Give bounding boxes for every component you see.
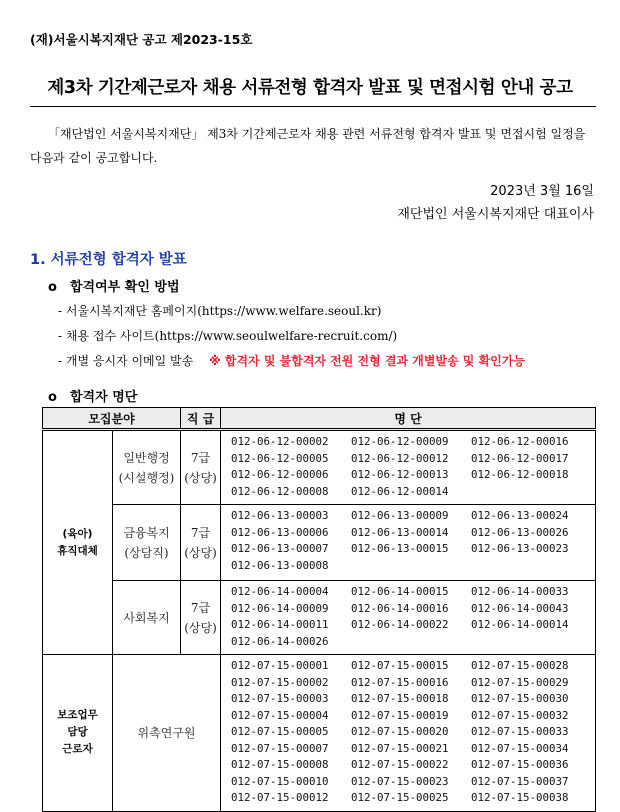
applicant-id: 012-06-14-00015 — [351, 585, 449, 598]
category-text: (육아) — [62, 527, 93, 540]
recruit-site-link[interactable]: - 채용 접수 사이트(https://www.seoulwelfare-recruit.com/) — [58, 329, 398, 343]
applicant-id: 012-07-15-00028 — [471, 659, 569, 672]
applicant-id: 012-07-15-00034 — [471, 741, 569, 755]
applicant-id: 012-06-13-00009 — [351, 509, 449, 522]
applicant-id: 012-07-15-00029 — [471, 675, 569, 689]
applicant-id: 012-06-14-00014 — [471, 618, 569, 631]
grade-text: 7급 — [190, 525, 211, 540]
applicant-id: 012-07-15-00002 — [231, 675, 329, 689]
job-text: 금융복지 — [123, 525, 170, 540]
applicant-id: 012-06-13-00023 — [471, 542, 569, 555]
ids-cell — [221, 505, 596, 581]
grade-cell — [181, 581, 221, 655]
applicant-id: 012-07-15-00012 — [231, 791, 329, 804]
grade-text: (상당) — [184, 620, 217, 635]
job-cell — [113, 430, 181, 505]
grade-cell — [181, 505, 221, 581]
job-cell — [113, 655, 221, 812]
intro-paragraph: 「재단법인 서울시복지재단」 제3차 기간제근로자 채용 관련 서류전형 합격자 발표 및 면접시험 일정을 다음과 같이 공고합니다. — [30, 127, 586, 165]
applicant-id: 012-07-15-00025 — [351, 791, 449, 804]
applicant-id: 012-07-15-00020 — [351, 725, 449, 738]
ids-cell — [221, 430, 596, 505]
applicant-id: 012-07-15-00001 — [231, 659, 329, 672]
category-text: 보조업무 — [57, 709, 98, 722]
applicant-id: 012-07-15-00004 — [231, 708, 329, 722]
applicant-id: 012-06-12-00016 — [471, 435, 569, 448]
applicant-id: 012-06-13-00003 — [231, 509, 329, 522]
email-notice-text: - 개별 응시자 이메일 발송 — [58, 354, 194, 368]
col-header-field: 모집분야 — [43, 408, 181, 430]
grade-text: (상당) — [184, 545, 217, 560]
applicant-id: 012-06-12-00012 — [351, 451, 449, 465]
list-title: 합격자 명단 — [70, 390, 138, 405]
section-heading: 1. 서류전형 합격자 발표 — [30, 252, 187, 268]
applicant-id: 012-07-15-00038 — [471, 791, 569, 804]
check-method-heading — [48, 276, 180, 295]
job-text: 사회복지 — [123, 610, 170, 625]
applicant-id: 012-06-12-00002 — [231, 435, 329, 448]
category-cell — [43, 655, 113, 812]
applicant-id: 012-06-12-00009 — [351, 435, 449, 448]
applicant-id: 012-07-15-00010 — [231, 774, 329, 788]
issuing-organization: 재단법인 서울시복지재단 대표이사 — [397, 207, 594, 222]
applicant-id: 012-06-14-00011 — [231, 618, 329, 631]
category-text: 휴직대체 — [57, 544, 98, 557]
applicant-id: 012-06-12-00008 — [231, 484, 329, 498]
applicant-id: 012-06-14-00004 — [231, 585, 329, 598]
announcement-date: 2023년 3월 16일 — [490, 184, 594, 199]
homepage-link[interactable]: - 서울시복지재단 홈페이지(https://www.welfare.seoul.kr) — [58, 304, 382, 318]
applicant-id: 012-07-15-00008 — [231, 758, 329, 771]
applicant-id: 012-06-13-00015 — [351, 542, 449, 555]
applicant-id: 012-06-14-00016 — [351, 601, 449, 615]
applicant-id: 012-06-13-00007 — [231, 542, 329, 555]
applicant-id: 012-06-14-00022 — [351, 618, 449, 631]
table-row — [43, 430, 596, 505]
job-cell — [113, 505, 181, 581]
circle-bullet-icon: o — [48, 390, 57, 405]
applicant-id: 012-07-15-00033 — [471, 725, 569, 738]
job-text: (상담직) — [124, 545, 169, 560]
job-cell — [113, 581, 181, 655]
grade-text: 7급 — [190, 600, 211, 615]
applicant-id: 012-06-14-00043 — [471, 601, 569, 615]
applicant-id: 012-06-12-00006 — [231, 468, 329, 481]
col-header-list: 명 단 — [221, 408, 596, 430]
applicant-id: 012-07-15-00016 — [351, 675, 449, 689]
table-row — [43, 581, 596, 655]
email-notice — [58, 352, 525, 369]
applicant-id: 012-06-12-00005 — [231, 451, 329, 465]
job-text: 일반행정 — [123, 450, 170, 465]
check-method-title: 합격여부 확인 방법 — [70, 280, 180, 295]
applicant-id: 012-06-13-00014 — [351, 525, 449, 539]
applicant-id: 012-06-12-00018 — [471, 468, 569, 481]
job-text: (시설행정) — [118, 470, 175, 485]
applicant-id: 012-06-14-00026 — [231, 634, 329, 648]
col-header-grade: 직 급 — [181, 408, 221, 430]
table-header-row — [43, 408, 596, 430]
applicant-id: 012-07-15-00037 — [471, 774, 569, 788]
applicant-id: 012-07-15-00005 — [231, 725, 329, 738]
category-text: 근로자 — [62, 743, 93, 756]
grade-text: (상당) — [184, 470, 217, 485]
applicant-id: 012-06-12-00013 — [351, 468, 449, 481]
page-title: 제3차 기간제근로자 채용 서류전형 합격자 발표 및 면접시험 안내 공고 — [47, 78, 573, 98]
applicant-id: 012-07-15-00036 — [471, 758, 569, 771]
applicant-id: 012-06-12-00014 — [351, 484, 449, 498]
applicant-id: 012-06-14-00009 — [231, 601, 329, 615]
applicant-id: 012-07-15-00032 — [471, 708, 569, 722]
applicant-id: 012-07-15-00023 — [351, 774, 449, 788]
title-divider — [30, 106, 596, 107]
category-text: 담당 — [67, 726, 88, 739]
applicant-id: 012-07-15-00021 — [351, 741, 449, 755]
grade-cell — [181, 430, 221, 505]
applicant-id: 012-06-14-00033 — [471, 585, 569, 598]
applicant-id: 012-07-15-00018 — [351, 692, 449, 705]
applicant-id: 012-07-15-00022 — [351, 758, 449, 771]
result-note: ※ 합격자 및 불합격자 전원 전형 결과 개별발송 및 확인가능 — [209, 354, 525, 368]
list-heading — [48, 386, 137, 405]
passers-table — [42, 407, 596, 812]
category-cell — [43, 430, 113, 655]
applicant-id: 012-06-13-00024 — [471, 509, 569, 522]
applicant-id: 012-06-13-00006 — [231, 525, 329, 539]
applicant-id: 012-06-13-00008 — [231, 558, 329, 572]
grade-text: 7급 — [190, 450, 211, 465]
ids-cell — [221, 581, 596, 655]
applicant-id: 012-07-15-00030 — [471, 692, 569, 705]
applicant-id: 012-07-15-00015 — [351, 659, 449, 672]
applicant-id: 012-06-13-00026 — [471, 525, 569, 539]
ids-cell — [221, 655, 596, 812]
applicant-id: 012-07-15-00003 — [231, 692, 329, 705]
notice-number: (재)서울시복지재단 공고 제2023-15호 — [30, 32, 253, 47]
applicant-id: 012-07-15-00007 — [231, 741, 329, 755]
table-row — [43, 505, 596, 581]
job-text: 위촉연구원 — [137, 725, 196, 740]
table-row — [43, 655, 596, 812]
circle-bullet-icon: o — [48, 280, 57, 295]
applicant-id: 012-06-12-00017 — [471, 451, 569, 465]
applicant-id: 012-07-15-00019 — [351, 708, 449, 722]
